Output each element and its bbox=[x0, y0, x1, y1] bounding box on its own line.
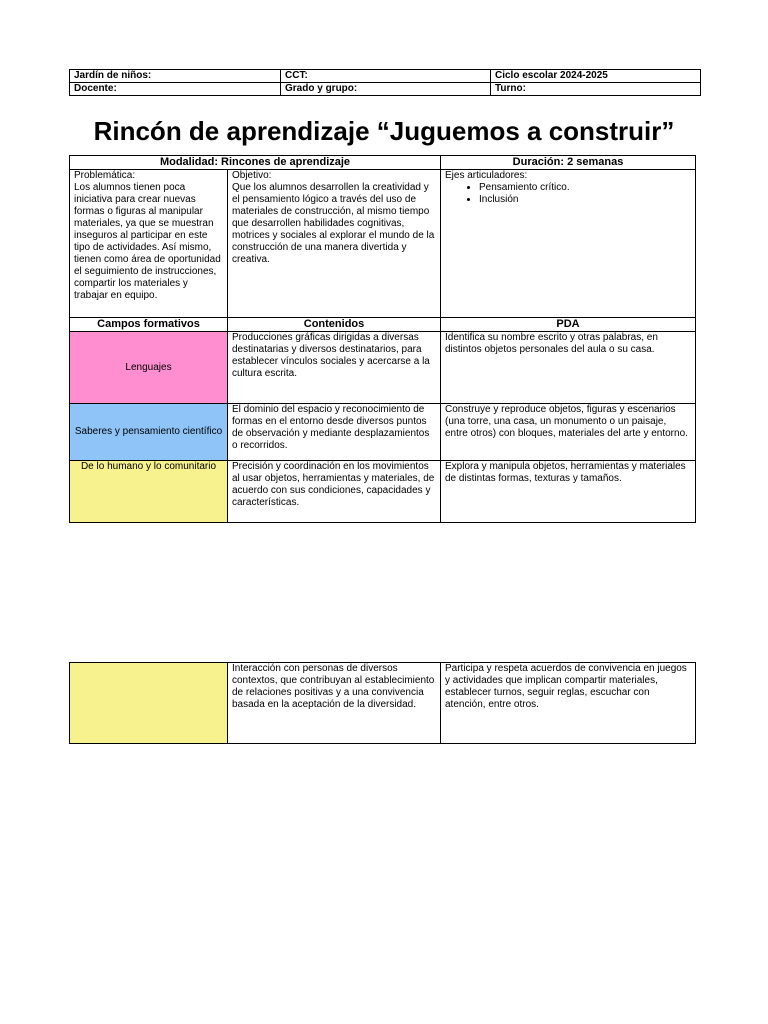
modalidad-header: Modalidad: Rincones de aprendizaje bbox=[70, 156, 441, 170]
ciclo-label: Ciclo escolar 2024-2025 bbox=[491, 70, 701, 83]
ejes-item: • Pensamiento crítico. bbox=[479, 182, 691, 194]
table-row bbox=[70, 663, 696, 744]
table-header-row bbox=[70, 156, 696, 170]
pda-cell: Participa y respeta acuerdos de convivencia en juegos y actividades que implican compartir materiales, establecer turnos, seguir reglas, escuchar con atención, entre otros. bbox=[441, 663, 696, 744]
duracion-header: Duración: 2 semanas bbox=[441, 156, 696, 170]
contenido-cell: Interacción con personas de diversos contextos, que contribuyan al establecimiento de relaciones positivas y a una convivencia basada en la aceptación de la diversidad. bbox=[228, 663, 441, 744]
campo-humano: De lo humano y lo comunitario bbox=[70, 461, 228, 523]
grado-label: Grado y grupo: bbox=[281, 83, 491, 96]
ejes-cell bbox=[441, 170, 696, 318]
table-row bbox=[70, 332, 696, 404]
problematica-label: Problemática: bbox=[74, 170, 136, 181]
objetivo-label: Objetivo: bbox=[232, 170, 272, 181]
pda-header: PDA bbox=[441, 318, 696, 332]
jardin-label: Jardín de niños: bbox=[70, 70, 281, 83]
campos-header: Campos formativos bbox=[70, 318, 228, 332]
contenido-cell: Precisión y coordinación en los movimientos al usar objetos, herramientas y materiales, de acuerdo con sus condiciones, capacidades y características. bbox=[228, 461, 441, 523]
ejes-list bbox=[445, 182, 691, 206]
contenido-cell: Producciones gráficas dirigidas a diversas destinatarias y diversos destinatarios, para establecer vínculos sociales y acercarse a la cultura escrita. bbox=[228, 332, 441, 404]
campo-humano-continued bbox=[70, 663, 228, 744]
table-row bbox=[70, 404, 696, 461]
campo-lenguajes: Lenguajes bbox=[70, 332, 228, 404]
campo-saberes: Saberes y pensamiento científico bbox=[70, 404, 228, 461]
objetivo-text: Que los alumnos desarrollen la creatividad y el pensamiento lógico a través del uso de materiales de construcción, al mismo tiempo que desarrollen habilidades cognitivas, motrices y sociales al explorar el mundo de la construcción de una manera divertida y creativa. bbox=[232, 182, 435, 265]
overview-row bbox=[70, 170, 696, 318]
objetivo-cell bbox=[228, 170, 441, 318]
table-row bbox=[70, 461, 696, 523]
pda-cell: Identifica su nombre escrito y otras palabras, en distintos objetos personales del aula o su casa. bbox=[441, 332, 696, 404]
problematica-cell bbox=[70, 170, 228, 318]
contenidos-header: Contenidos bbox=[228, 318, 441, 332]
pda-cell: Construye y reproduce objetos, figuras y escenarios (una torre, una casa, un monumento o un paisaje, entre otros) con bloques, materiales del arte y entorno. bbox=[441, 404, 696, 461]
info-table bbox=[69, 69, 701, 96]
page-title: Rincón de aprendizaje “Juguemos a construir” bbox=[93, 116, 675, 146]
problematica-text: Los alumnos tienen poca iniciativa para crear nuevas formas o figuras al manipular materiales, ya que se muestran inseguros al participar en este tipo de actividades. Así mismo, tienen como área de oportunidad el seguimiento de instrucciones, compartir los materiales y trabajar en equipo. bbox=[74, 182, 221, 301]
planning-table bbox=[69, 155, 696, 523]
columns-header-row bbox=[70, 318, 696, 332]
contenido-cell: El dominio del espacio y reconocimiento de formas en el entorno desde diversos puntos de observación y mediante desplazamientos o recorridos. bbox=[228, 404, 441, 461]
cct-label: CCT: bbox=[281, 70, 491, 83]
ejes-label: Ejes articuladores: bbox=[445, 170, 528, 181]
turno-label: Turno: bbox=[491, 83, 701, 96]
ejes-item: • Inclusión bbox=[479, 194, 691, 206]
continuation-table bbox=[69, 662, 696, 744]
docente-label: Docente: bbox=[70, 83, 281, 96]
pda-cell: Explora y manipula objetos, herramientas y materiales de distintas formas, texturas y tamaños. bbox=[441, 461, 696, 523]
